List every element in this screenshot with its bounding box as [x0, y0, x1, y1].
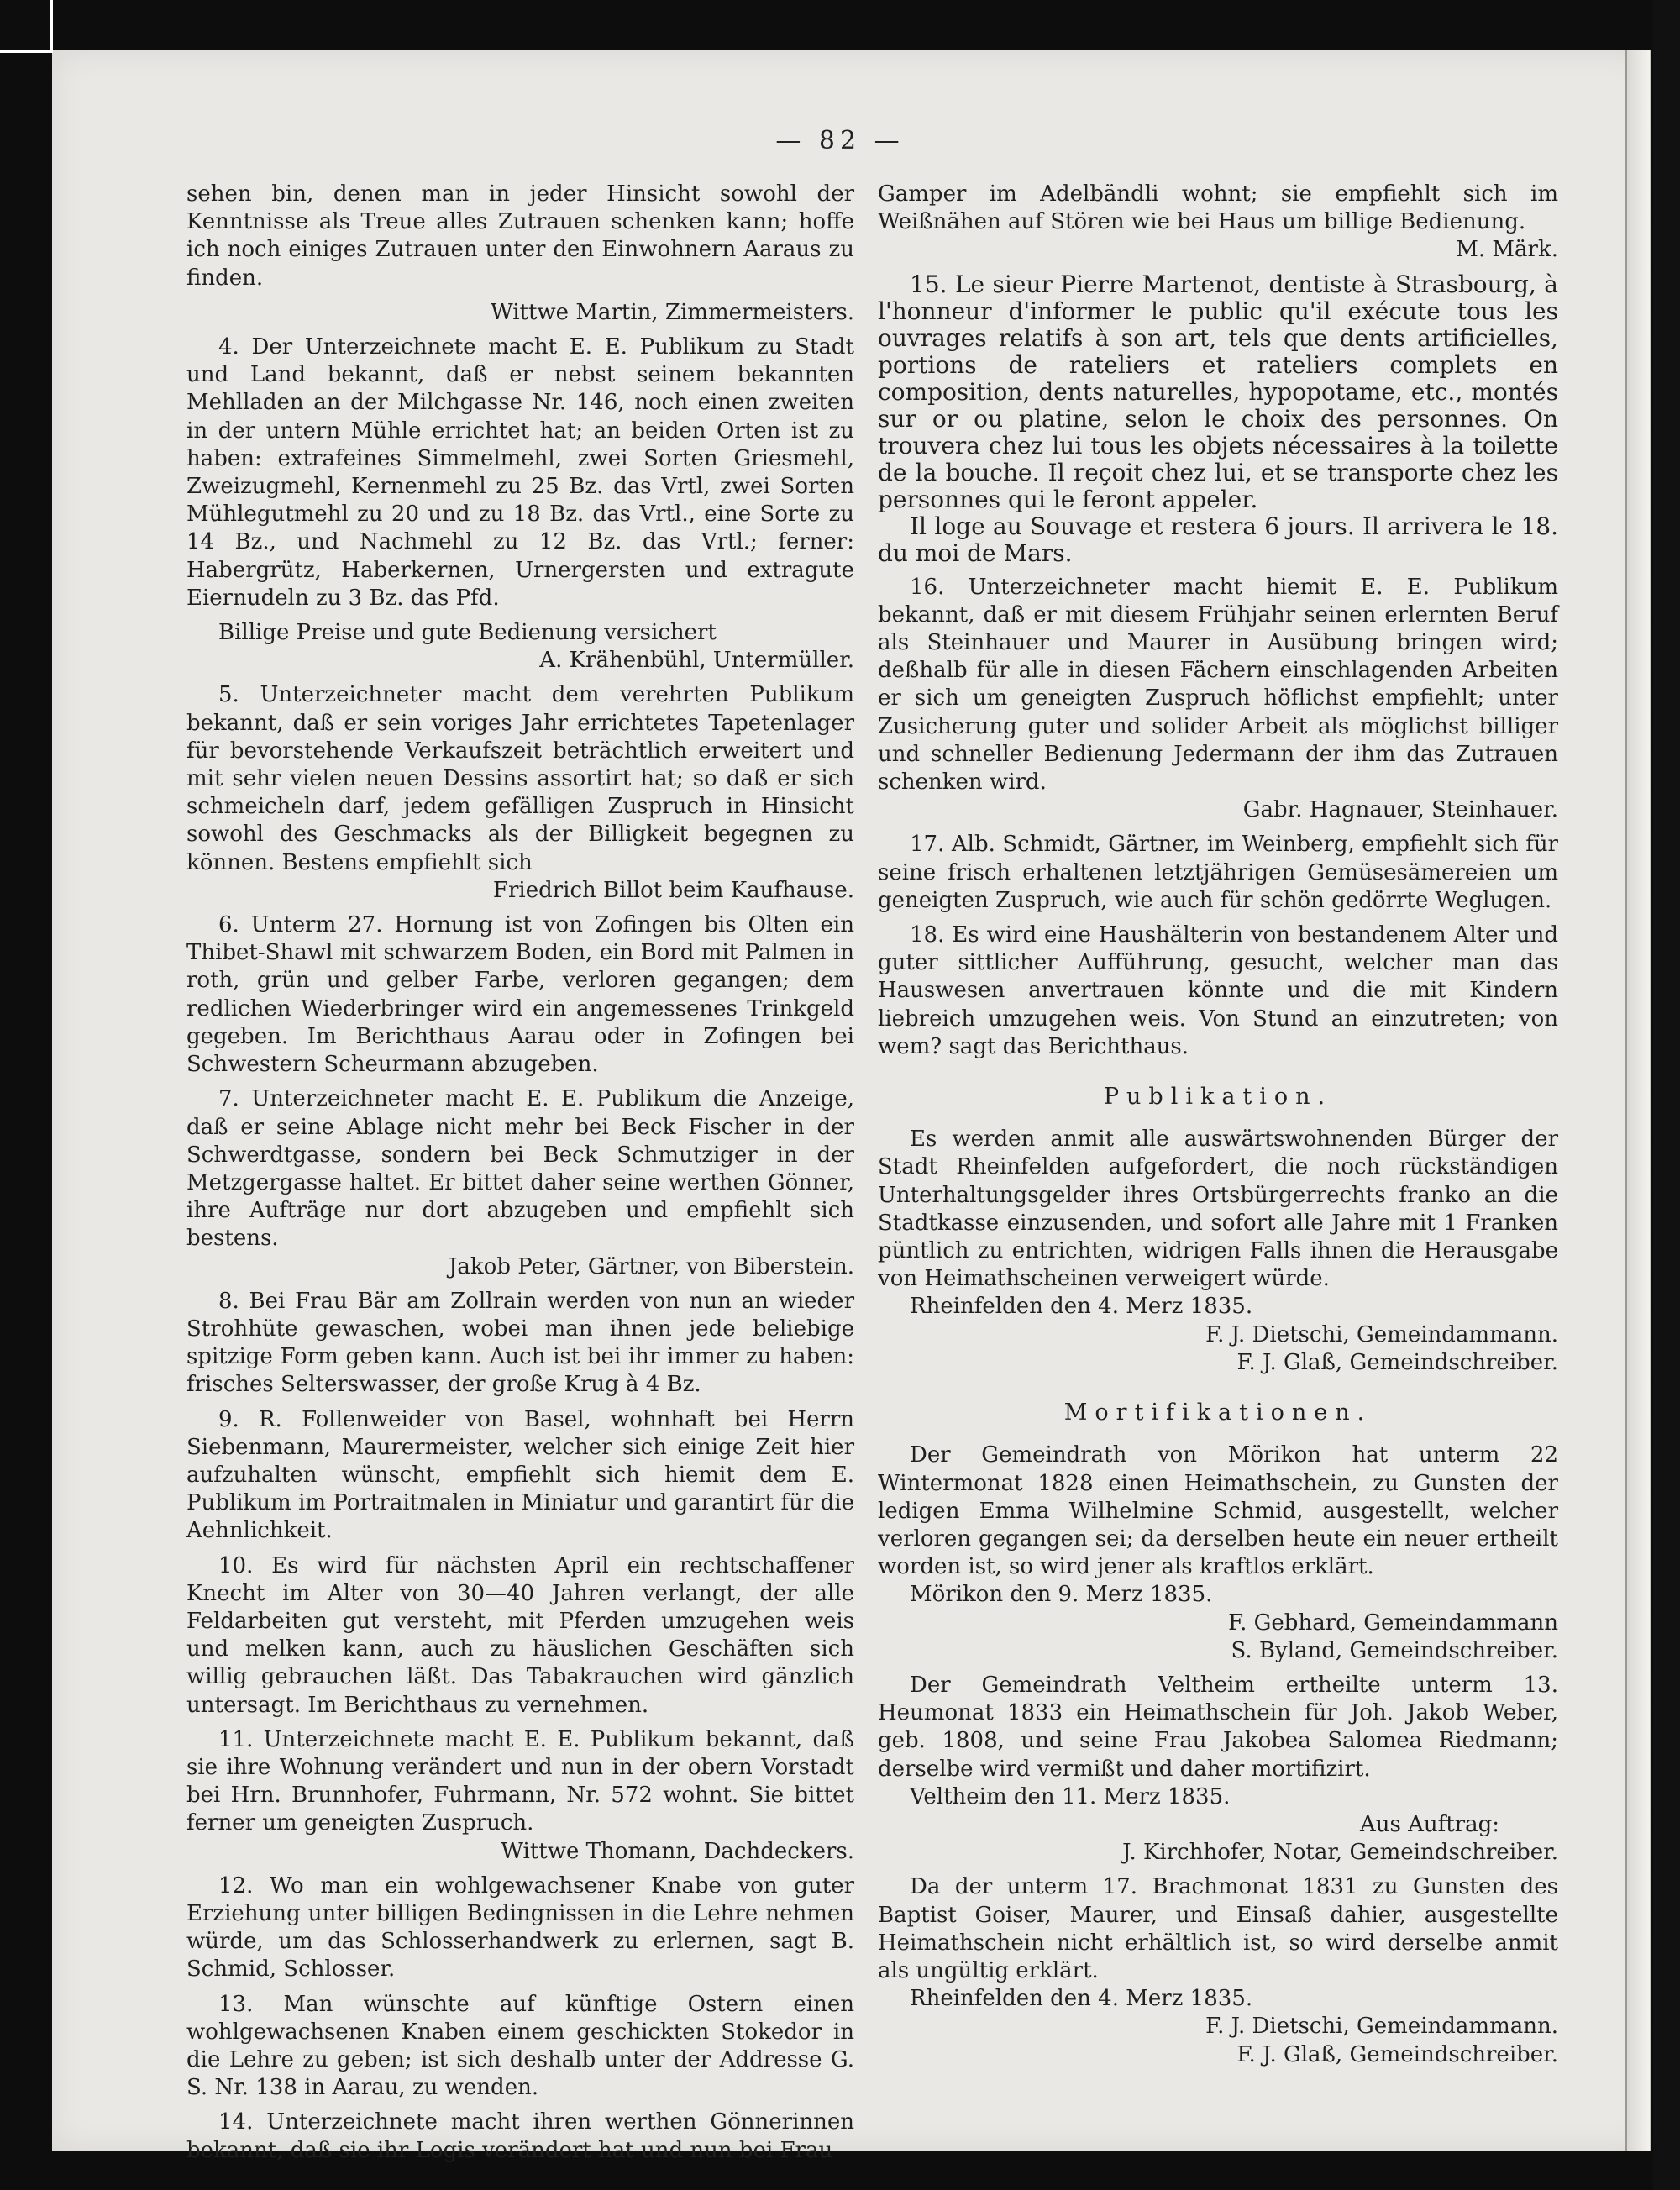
- notice-text: 4. Der Unterzeichnete macht E. E. Publikum zu Stadt und Land bekannt, daß er nebst seinem bekannten Mehlladen an der Milchgasse Nr. 146, noch einen zweiten in der untern Mühle errichtet hat; an beiden Orten ist zu haben: extrafeines Simmelmehl, zwei Sorten Griesmehl, Zweizugmehl, Kernenmehl zu 25 Bz. das Vrtl, zwei Sorten Mühlegutmehl zu 20 und zu 18 Bz. das Vrtl., eine Sorte zu 14 Bz., und Nachmehl zu 12 Bz. das Vrtl.; ferner: Habergrütz, Haberkernen, Urnergersten und extragute Eiernudeln zu 3 Bz. das Pfd.: [186, 334, 854, 611]
- notice-place-date: Veltheim den 11. Merz 1835.: [910, 1783, 1231, 1809]
- notice-text: 16. Unterzeichneter macht hiemit E. E. Publikum bekannt, daß er mit diesem Frühjahr seinen erlernten Beruf als Steinhauer und Maurer in Ausübung bringen wird; deßhalb für alle in diesen Fächern einschlagenden Arbeiten er sich um geneigten Zuspruch höflichst empfiehlt; unter Zusicherung guter und solider Arbeit als möglichst billiger und schneller Bedienung Jedermann der ihm das Zutrauen schenken wird.: [878, 574, 1558, 796]
- notice-4: [186, 333, 854, 675]
- notice-6: [186, 911, 854, 1079]
- notice-place-date: Rheinfelden den 4. Merz 1835.: [910, 1986, 1253, 2012]
- notice-14: [186, 2109, 854, 2164]
- notice-11: [186, 1726, 854, 1866]
- notice-15: [878, 271, 1558, 567]
- notice-text: 14. Unterzeichnete macht ihren werthen Gönnerinnen bekannt, daß sie ihr Logis verändert hat und nun bei Frau: [186, 2109, 854, 2163]
- notice-signature: F. J. Dietschi, Gemeindammann.: [1205, 2014, 1558, 2040]
- notice-signature: Friedrich Billot beim Kaufhause.: [492, 877, 854, 903]
- notice-signature: Wittwe Martin, Zimmermeisters.: [490, 299, 854, 325]
- notice-text: 6. Unterm 27. Hornung ist von Zofingen bis Olten ein Thibet-Shawl mit schwarzem Boden, ein Bord mit Palmen in roth, grün und gelber Farbe, verloren gegangen; dem redlichen Wiederbringer wird ein angemessenes Trinkgeld gegeben. Im Berichthaus Aarau oder in Zofingen bei Schwestern Scheurmann abzugeben.: [186, 912, 854, 1078]
- mortifikation-item: [878, 1442, 1558, 1665]
- notice-text: sehen bin, denen man in jeder Hinsicht sowohl der Kenntnisse als Treue alles Zutrauen schenken kann; hoffe ich noch einiges Zutrauen unter den Einwohnern Aaraus zu finden.: [186, 181, 854, 291]
- notice-5: [186, 681, 854, 905]
- notice-16: [878, 574, 1558, 825]
- notice-place-date: Mörikon den 9. Merz 1835.: [910, 1582, 1213, 1608]
- notice-signature: Jakob Peter, Gärtner, von Biberstein.: [448, 1253, 854, 1279]
- notice-14-continuation: [878, 181, 1558, 265]
- notice-signature: A. Krähenbühl, Untermüller.: [539, 648, 854, 674]
- notice-text: 9. R. Follenweider von Basel, wohnhaft bei Herrn Siebenmann, Maurermeister, welcher sich einige Zeit hier aufzuhalten wünscht, empfiehlt sich hiemit dem E. Publikum im Portraitmalen in Miniatur und garantirt für die Aehnlichkeit.: [186, 1406, 854, 1544]
- crop-mark: [0, 0, 53, 53]
- notice-text: 15. Le sieur Pierre Martenot, dentiste à Strasbourg, à l'honneur d'informer le public qu'il exécute tous les ouvrages relatifs à son art, tels que dents artificielles, portions de rateliers et rateliers complets en composition, dents naturelles, hypopotame, etc., montés sur or ou platine, selon le choix des personnes. On trouvera chez lui tous les objets nécessaires à la toilette de la bouche. Il reçoit chez lui, et se transporte chez les personnes qui le feront appeler.: [878, 270, 1558, 513]
- notice-10: [186, 1552, 854, 1720]
- notice-text: 18. Es wird eine Haushälterin von bestandenem Alter und guter sittlicher Aufführung, gesucht, welcher man das Hauswesen anvertrauen könnte und die mit Kindern liebreich umzugehen weis. Von Stund an einzutreten; von wem? sagt das Berichthaus.: [878, 922, 1558, 1059]
- notice-text: 8. Bei Frau Bär am Zollrain werden von nun an wieder Strohhüte gewaschen, wobei man ihnen jede beliebige spitzige Form geben kann. Auch ist bei ihr immer zu haben: frisches Selterswasser, der große Krug à 4 Bz.: [186, 1288, 854, 1398]
- page-number: — 82 —: [775, 126, 905, 155]
- notice-text: Der Gemeindrath von Mörikon hat unterm 22 Wintermonat 1828 einen Heimathschein, zu Gunsten der ledigen Emma Wilhelmine Schmid, ausgestellt, welcher verloren gegangen sei; da derselben heute ein neuer ertheilt worden ist, so wird jener als kraftlos erklärt.: [878, 1442, 1558, 1580]
- notice-signature: J. Kirchhofer, Notar, Gemeindschreiber.: [1122, 1840, 1558, 1866]
- notice-continuation: [186, 181, 854, 327]
- notice-text: 5. Unterzeichneter macht dem verehrten Publikum bekannt, daß er sein voriges Jahr errichtetes Tapetenlager für bevorstehende Verkaufszeit beträchtlich erweitert und mit sehr vielen neuen Dessins assortirt hat; so daß er sich schmeicheln darf, jedem gefälligen Zuspruch in Hinsicht sowohl des Geschmacks als der Billigkeit begegnen zu können. Bestens empfiehlt sich: [186, 682, 854, 875]
- notice-signature: M. Märk.: [1456, 237, 1558, 263]
- notice-text: 7. Unterzeichneter macht E. E. Publikum die Anzeige, daß er seine Ablage nicht mehr bei Beck Fischer in der Schwerdtgasse, sondern bei Beck Schmutziger in der Metzgergasse haltet. Er bittet daher seine werthen Gönner, ihre Aufträge nur dort abzugeben und empfiehlt sich bestens.: [186, 1086, 854, 1252]
- notice-signature: Wittwe Thomann, Dachdeckers.: [501, 1838, 854, 1864]
- mortifikationen-section: [878, 1399, 1558, 2069]
- section-heading: Publikation.: [1103, 1084, 1333, 1111]
- notice-7: [186, 1085, 854, 1280]
- notice-signature: F. J. Glaß, Gemeindschreiber.: [1236, 1349, 1558, 1375]
- notice-place-date: Rheinfelden den 4. Merz 1835.: [910, 1294, 1253, 1320]
- notice-text: Gamper im Adelbändli wohnt; sie empfiehlt sich im Weißnähen auf Stören wie bei Haus um billige Bedienung.: [878, 181, 1558, 235]
- notice-text: 13. Man wünschte auf künftige Ostern einen wohlgewachsenen Knaben einem geschickten Stokedor in die Lehre zu geben; ist sich deshalb unter der Addresse G. S. Nr. 138 in Aarau, zu wenden.: [186, 1991, 854, 2101]
- notice-18: [878, 922, 1558, 1061]
- notice-text: 12. Wo man ein wohlgewachsener Knabe von guter Erziehung unter billigen Bedingnissen in die Lehre nehmen würde, um das Schlosserhandwerk zu erlernen, sagt B. Schmid, Schlosser.: [186, 1872, 854, 1983]
- notice-signature: S. Byland, Gemeindschreiber.: [1231, 1637, 1558, 1663]
- mortifikation-item: [878, 1873, 1558, 2068]
- notice-signature: Gabr. Hagnauer, Steinhauer.: [1242, 797, 1558, 823]
- notice-signature: Aus Auftrag:: [1359, 1811, 1499, 1837]
- notice-13: [186, 1991, 854, 2103]
- notice-signature: F. J. Glaß, Gemeindschreiber.: [1236, 2041, 1558, 2067]
- page-edge: [1625, 50, 1650, 2151]
- notice-text: 17. Alb. Schmidt, Gärtner, im Weinberg, empfiehlt sich für seine frisch erhaltenen letztjährigen Gemüsesämereien um geneigten Zuspruch, wie auch für schön gedörrte Weglugen.: [878, 832, 1558, 913]
- notice-text: Der Gemeindrath Veltheim ertheilte unterm 13. Heumonat 1833 ein Heimathschein für Joh. Jakob Weber, geb. 1808, und seine Frau Jakobea Salomea Riedmann; derselbe wird vermißt und daher mortifizirt.: [878, 1672, 1558, 1782]
- notice-text: Es werden anmit alle auswärtswohnenden Bürger der Stadt Rheinfelden aufgefordert, die noch rückständigen Unterhaltungsgelder ihres Ortsbürgerrechts franko an die Stadtkasse einzusenden, und sofort alle Jahre mit 1 Franken püntlich zu entrichten, widrigen Falls ihnen die Herausgabe von Heimathscheinen verweigert würde.: [878, 1127, 1558, 1292]
- publikation-section: [878, 1083, 1558, 1377]
- notice-8: [186, 1288, 854, 1400]
- mortifikation-item: [878, 1672, 1558, 1867]
- notice-12: [186, 1872, 854, 1984]
- notice-signature: F. J. Dietschi, Gemeindammann.: [1205, 1321, 1558, 1347]
- notice-text: 10. Es wird für nächsten April ein rechtschaffener Knecht im Alter von 30—40 Jahren verlangt, der alle Feldarbeiten gut versteht, mit Pferden umzugehen weis und melken kann, auch zu häuslichen Geschäften sich willig gebrauchen läßt. Das Tabakrauchen wird gänzlich untersagt. Im Berichthaus zu vernehmen.: [186, 1552, 854, 1718]
- section-heading: Mortifikationen.: [1063, 1400, 1373, 1426]
- notice-17: [878, 831, 1558, 915]
- right-column: [878, 181, 1558, 2076]
- notice-text: 11. Unterzeichnete macht E. E. Publikum bekannt, daß sie ihre Wohnung verändert und nun in der obern Vorstadt bei Hrn. Brunnhofer, Fuhrmann, Nr. 572 wohnt. Sie bittet ferner um geneigten Zuspruch.: [186, 1726, 854, 1836]
- notice-signature: F. Gebhard, Gemeindammann: [1228, 1610, 1558, 1636]
- notice-text: Da der unterm 17. Brachmonat 1831 zu Gunsten des Baptist Goiser, Maurer, und Einsaß dahier, ausgestellte Heimathschein nicht erhältlich ist, so wird derselbe anmit als ungültig erklärt.: [878, 1874, 1558, 1983]
- notice-9: [186, 1406, 854, 1546]
- left-column: [186, 181, 854, 2172]
- scan-border: [1653, 0, 1680, 2190]
- notice-extra: Il loge au Souvage et restera 6 jours. Il arrivera le 18. du moi de Mars.: [878, 512, 1558, 567]
- notice-extra: Billige Preise und gute Bedienung versichert: [218, 620, 717, 646]
